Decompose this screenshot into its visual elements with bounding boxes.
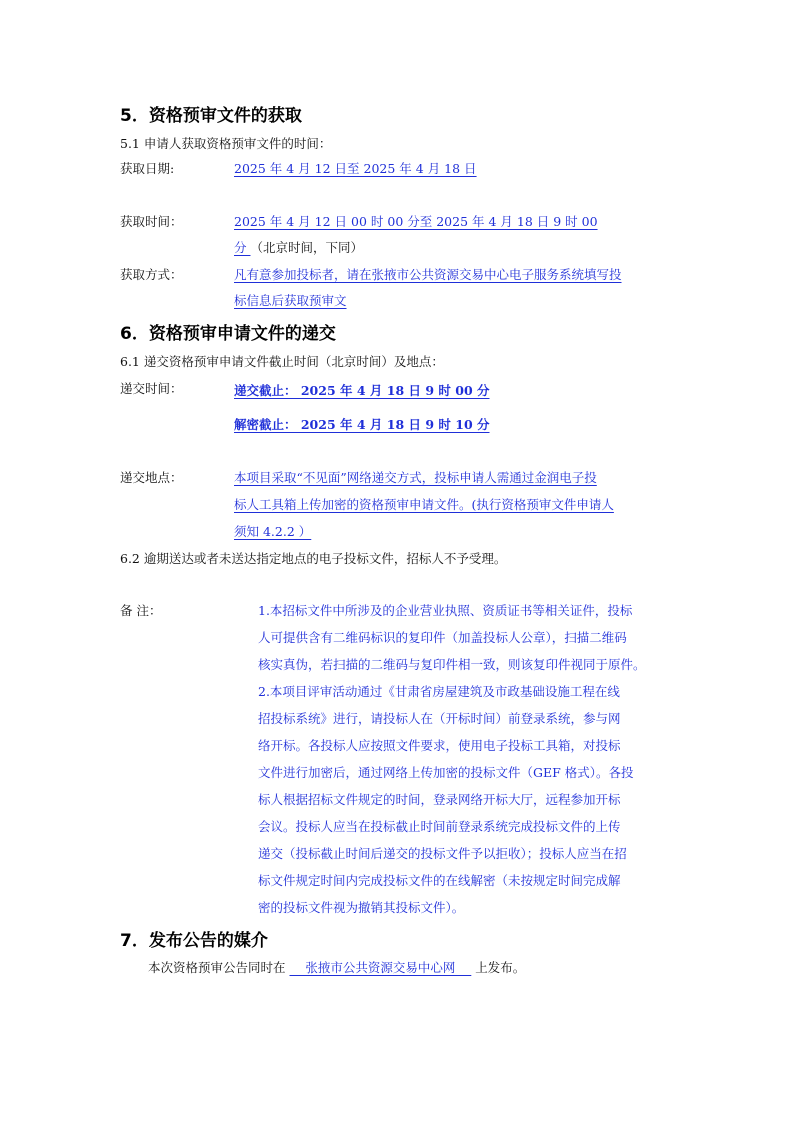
time-value-line2: [234, 238, 363, 256]
method-line2: 标信息后获取预审文: [234, 293, 347, 308]
section-5-heading: 5．资格预审文件的获取: [120, 106, 302, 126]
place-line2: 标人工具箱上传加密的资格预审申请文件。(执行资格预审文件申请人: [234, 497, 614, 512]
place-line1: 本项目采取“不见面”网络递交方式，投标申请人需通过金润电子投: [234, 470, 597, 485]
remark-line: 招投标系统》进行，请投标人在（开标时间）前登录系统，参与网: [258, 711, 621, 726]
date-value: 2025 年 4 月 12 日至 2025 年 4 月 18 日: [234, 161, 477, 176]
place-line3: 须知 4.2.2 ）: [234, 524, 312, 539]
media-sentence: [148, 958, 525, 976]
section-5-1-text: 5.1 申请人获取资格预审文件的时间：: [120, 136, 332, 151]
time-value-note: （北京时间，下同）: [250, 240, 363, 255]
remark-line: 2.本项目评审活动通过《甘肃省房屋建筑及市政基础设施工程在线: [258, 684, 620, 699]
remark-line: 会议。投标人应当在投标截止时间前登录系统完成投标文件的上传: [258, 819, 621, 834]
remark-line: 标文件规定时间内完成投标文件的在线解密（未按规定时间完成解: [258, 873, 621, 888]
section-6-1-text: 6.1 递交资格预审申请文件截止时间（北京时间）及地点：: [120, 354, 444, 369]
section-6-heading: 6．资格预审申请文件的递交: [120, 324, 336, 344]
remark-line: 标人根据招标文件规定的时间，登录网络开标大厅，远程参加开标: [258, 792, 621, 807]
method-label: 获取方式：: [120, 267, 183, 282]
remark-line: 文件进行加密后，通过网络上传加密的投标文件（GEF 格式）。各投: [258, 765, 634, 780]
method-line1: 凡有意参加投标者，请在张掖市公共资源交易中心电子服务系统填写投: [234, 267, 622, 282]
remark-line: 1.本招标文件中所涉及的企业营业执照、资质证书等相关证件，投标: [258, 603, 633, 618]
time-value-line1: 2025 年 4 月 12 日 00 时 00 分至 2025 年 4 月 18 日 9 时 00: [234, 214, 598, 229]
decrypt-deadline: 解密截止： 2025 年 4 月 18 日 9 时 10 分: [234, 417, 490, 432]
remark-line: 络开标。各投标人应按照文件要求，使用电子投标工具箱，对投标: [258, 738, 621, 753]
remark-line: 核实真伪，若扫描的二维码与复印件相一致，则该复印件视同于原件。: [258, 657, 646, 672]
media-suffix: 上发布。: [475, 960, 526, 975]
place-label: 递交地点：: [120, 470, 183, 485]
media-prefix: 本次资格预审公告同时在: [148, 960, 286, 975]
section-7-heading: 7．发布公告的媒介: [120, 931, 268, 951]
remark-line: 递交（投标截止时间后递交的投标文件予以拒收）；投标人应当在招: [258, 846, 627, 861]
time-value-minute: 分: [234, 240, 251, 255]
remark-line: 人可提供含有二维码标识的复印件（加盖投标人公章），扫描二维码: [258, 630, 627, 645]
date-label: 获取日期:: [120, 161, 175, 176]
submit-label: 递交时间：: [120, 381, 183, 396]
media-name: 张掖市公共资源交易中心网: [289, 960, 472, 975]
late-submission-note: 6.2 逾期送达或者未送达指定地点的电子投标文件，招标人不予受理。: [120, 551, 507, 566]
submit-deadline: 递交截止： 2025 年 4 月 18 日 9 时 00 分: [234, 383, 490, 398]
remarks-label: 备 注：: [120, 603, 162, 618]
time-label: 获取时间：: [120, 214, 183, 229]
remark-line: 密的投标文件视为撤销其投标文件）。: [258, 900, 465, 915]
